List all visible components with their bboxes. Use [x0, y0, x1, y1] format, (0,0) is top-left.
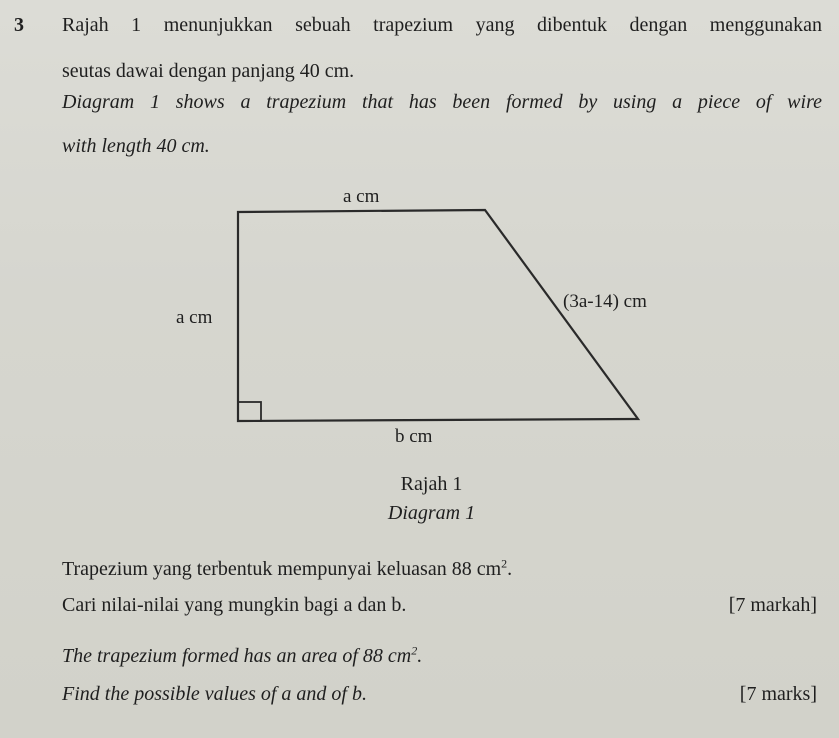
- marks-english: [7 marks]: [739, 683, 817, 705]
- label-slant-side: (3a-14) cm: [563, 291, 647, 312]
- question-malay-line-1: Rajah 1 menunjukkan sebuah trapezium yang dibentuk dengan menggunakan: [62, 14, 822, 36]
- label-bottom-side: b cm: [395, 426, 433, 447]
- trapezium-shape: [238, 210, 638, 421]
- label-left-side: a cm: [176, 307, 213, 328]
- area-statement-malay: [62, 558, 512, 581]
- area-statement-english-end: .: [417, 645, 423, 667]
- diagram-caption-english: Diagram 1: [387, 502, 476, 524]
- question-malay-line-2: seutas dawai dengan panjang 40 cm.: [62, 60, 355, 82]
- area-exponent-english: 2: [411, 643, 418, 658]
- label-top-side: a cm: [343, 186, 380, 207]
- find-instruction-english: Find the possible values of a and of b.: [62, 683, 367, 705]
- diagram-caption-malay: Rajah 1: [400, 473, 463, 495]
- area-statement-malay-text: Trapezium yang terbentuk mempunyai keluasan 88 cm: [62, 558, 502, 580]
- area-statement-english-text: The trapezium formed has an area of 88 cm: [62, 645, 412, 667]
- area-exponent-malay: 2: [501, 556, 508, 571]
- area-statement-english: [62, 645, 422, 668]
- question-english-line-2: with length 40 cm.: [62, 135, 210, 157]
- area-statement-malay-end: .: [507, 558, 513, 580]
- find-instruction-malay: Cari nilai-nilai yang mungkin bagi a dan b.: [62, 594, 407, 616]
- question-english-line-1: Diagram 1 shows a trapezium that has been formed by using a piece of wire: [62, 91, 822, 113]
- right-angle-marker: [238, 402, 261, 421]
- marks-malay: [7 markah]: [728, 594, 817, 616]
- question-number: 3: [14, 14, 24, 36]
